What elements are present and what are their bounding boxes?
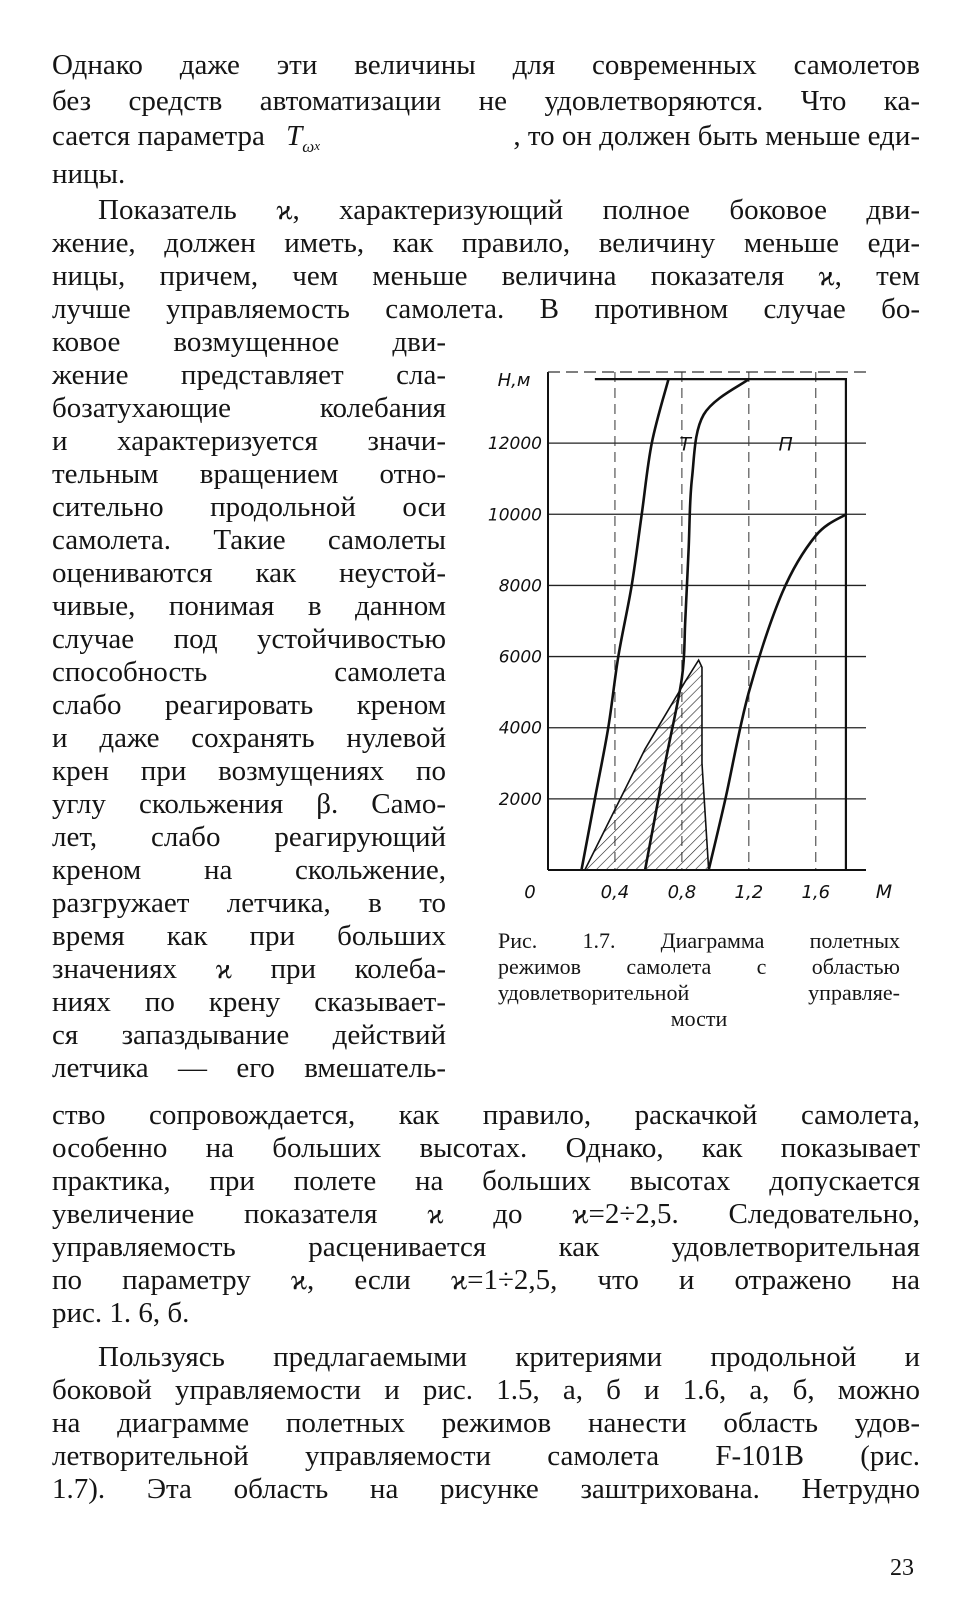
text-line: лет, слабо реагирующий	[52, 821, 446, 853]
text-line: лучше управляемость самолета. В противном случае бо-	[52, 293, 920, 325]
text-line: случае под устойчивостью	[52, 623, 446, 655]
hatched-area	[585, 660, 709, 870]
caption-line: Рис. 1.7. Диаграмма полетных	[498, 928, 900, 953]
caption-line: мости	[670, 1006, 728, 1031]
text-line: ницы.	[52, 158, 126, 190]
text-line: разгружает летчика, в то	[52, 887, 446, 919]
origin-label: 0	[524, 882, 536, 903]
figure-caption	[498, 928, 900, 1032]
text-line: бозатухающие колебания	[52, 392, 446, 424]
text-line: практика, при полете на больших высотах допускается	[52, 1165, 920, 1197]
text-line: время как при больших	[52, 920, 446, 952]
param-symbol: T	[286, 120, 303, 152]
text-line: ниях по крену сказывает-	[52, 986, 446, 1018]
text-line: ство сопровождается, как правило, раскачкой самолета,	[52, 1099, 920, 1131]
x-tick-label: 1,6	[801, 882, 831, 903]
text-line: ницы, причем, чем меньше величина показателя ϰ, тем	[52, 260, 920, 292]
x-tick-label: 0,8	[667, 882, 697, 903]
text-line: креном на скольжение,	[52, 854, 446, 886]
text-fragment: сается параметра	[52, 120, 265, 152]
hatched-region	[585, 660, 709, 870]
curve-label-T: Т	[679, 433, 692, 456]
curve-label-P: П	[778, 433, 793, 456]
text-line: чивые, понимая в данном	[52, 590, 446, 622]
text-line: рис. 1. 6, б.	[52, 1297, 190, 1329]
text-line: без средств автоматизации не удовлетворяются. Что ка-	[52, 85, 920, 117]
y-axis-label: Н,м	[497, 370, 531, 391]
text-line: ся запаздывание действий	[52, 1019, 446, 1051]
y-tick-label: 12000	[487, 434, 542, 455]
text-line: оцениваются как неустой-	[52, 557, 446, 589]
text-line: 1.7). Эта область на рисунке заштрихована. Нетрудно	[52, 1473, 920, 1505]
text-line: способность самолета	[52, 656, 446, 688]
caption-line: удовлетворительной управляе-	[498, 980, 900, 1005]
text-line: жение, должен иметь, как правило, величину меньше еди-	[52, 227, 920, 259]
text-line: особенно на больших высотах. Однако, как показывает	[52, 1132, 920, 1164]
x-axis-label: М	[875, 881, 893, 903]
text-line: Показатель ϰ, характеризующий полное боковое дви-	[98, 194, 920, 226]
text-line: самолета. Такие самолеты	[52, 524, 446, 556]
text-line: углу скольжения β. Само-	[52, 788, 446, 820]
text-line: сительно продольной оси	[52, 491, 446, 523]
text-line: и характеризуется значи-	[52, 425, 446, 457]
text-line: крен при возмущениях по	[52, 755, 446, 787]
param-sub: ω	[302, 137, 315, 156]
param-subsub: x	[314, 138, 321, 153]
y-tick-label: 6000	[498, 647, 542, 668]
text-line: значениях ϰ при колеба-	[52, 953, 446, 985]
text-line: летчика — его вмешатель-	[52, 1052, 446, 1084]
caption-line: режимов самолета с областью	[498, 954, 900, 979]
text-line: ковое возмущенное дви-	[52, 326, 446, 358]
text-line: Однако даже эти величины для современных самолетов	[52, 49, 920, 81]
x-tick-label: 0,4	[600, 882, 630, 903]
y-tick-label: 4000	[498, 718, 542, 739]
text-line: боковой управляемости и рис. 1.5, а, б и 1.6, а, б, можно	[52, 1374, 920, 1406]
text-line: тельным вращением отно-	[52, 458, 446, 490]
y-tick-label: 2000	[498, 789, 542, 810]
curve-boundary	[709, 514, 846, 870]
text-line: увеличение показателя ϰ до ϰ=2÷2,5. Следовательно,	[52, 1198, 920, 1230]
y-tick-label: 8000	[498, 576, 542, 597]
text-line: жение представляет сла-	[52, 359, 446, 391]
x-tick-label: 1,2	[734, 882, 764, 903]
text-line: на диаграмме полетных режимов нанести область удов-	[52, 1407, 920, 1439]
text-line: и даже сохранять нулевой	[52, 722, 446, 754]
text-line: слабо реагировать креном	[52, 689, 446, 721]
text-fragment: , то он должен быть меньше еди-	[513, 120, 920, 152]
y-tick-label: 10000	[487, 505, 542, 526]
text-line: летворительной управляемости самолета F-101B (рис.	[52, 1440, 920, 1472]
text-line: управляемость расценивается как удовлетворительная	[52, 1231, 920, 1263]
page-number: 23	[890, 1555, 914, 1581]
text-line: по параметру ϰ, если ϰ=1÷2,5, что и отражено на	[52, 1264, 920, 1296]
text-line: Пользуясь предлагаемыми критериями продольной и	[98, 1341, 920, 1373]
flight-envelope-chart	[470, 352, 910, 912]
